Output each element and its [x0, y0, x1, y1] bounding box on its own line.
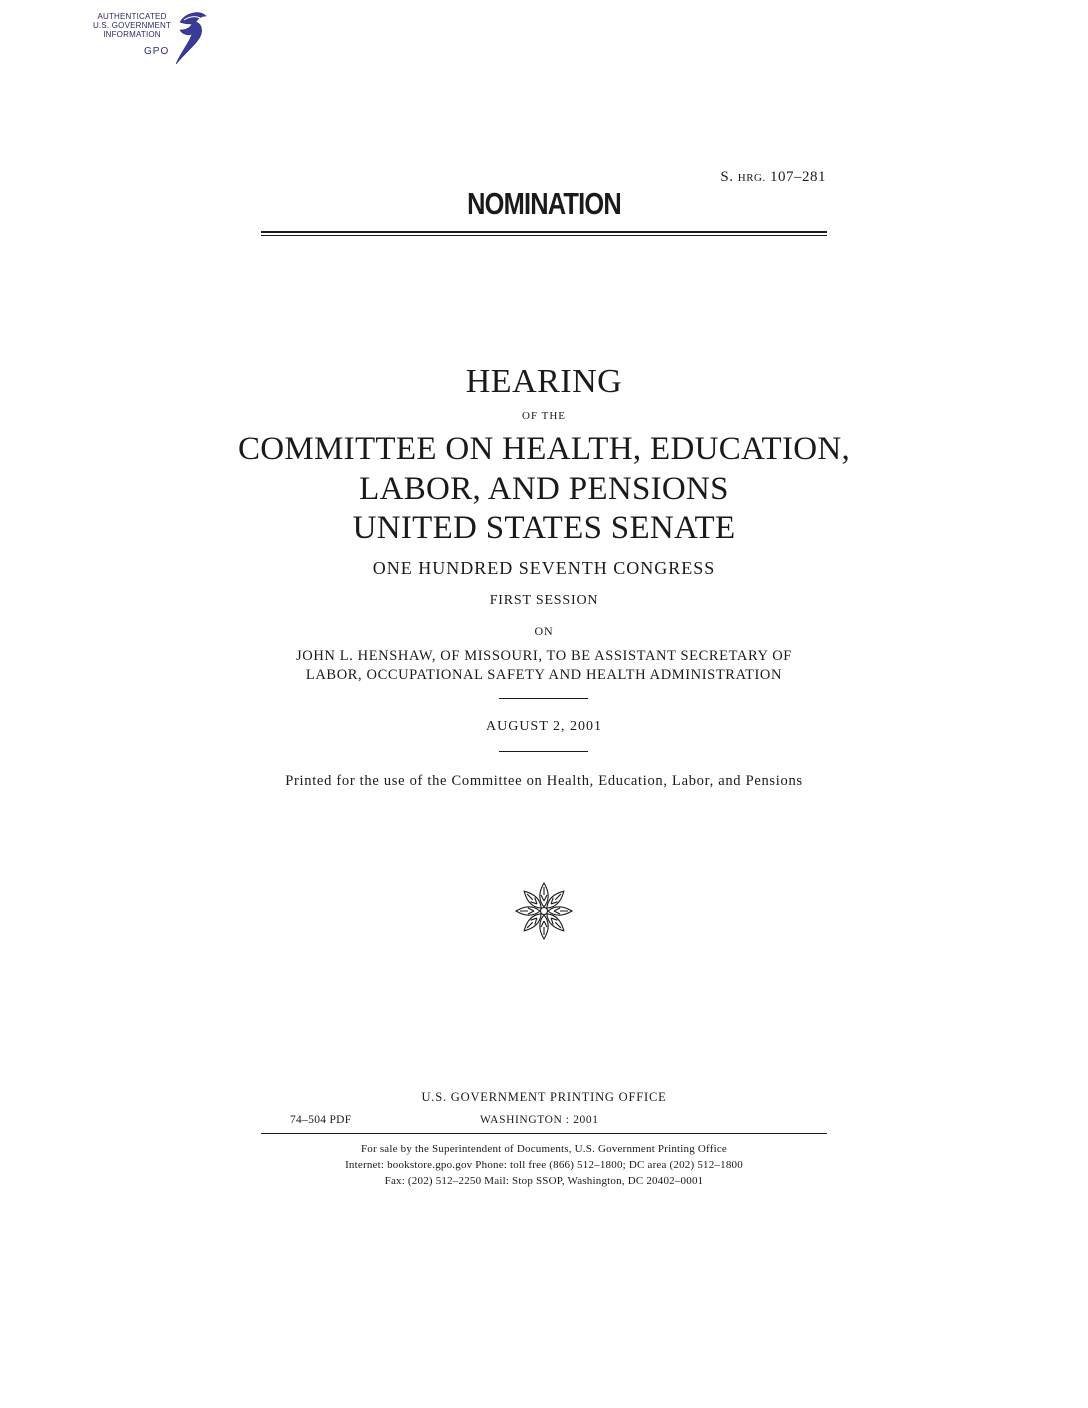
document-title: NOMINATION [467, 186, 621, 221]
hearing-number-prefix: S. [720, 169, 734, 185]
subject-line-1: JOHN L. HENSHAW, OF MISSOURI, TO BE ASSISTANT SECRETARY OF [296, 648, 792, 664]
badge-line-2: U.S. GOVERNMENT [92, 21, 172, 30]
date-rule-top [499, 698, 588, 699]
subject-line-2: LABOR, OCCUPATIONAL SAFETY AND HEALTH ADMINISTRATION [305, 667, 783, 683]
authentication-badge [86, 6, 216, 68]
printing-office-line: U.S. GOVERNMENT PRINTING OFFICE [421, 1090, 667, 1104]
hearing-number-label: HRG. [737, 172, 766, 184]
imprint-rule [261, 1133, 827, 1134]
date-rule-bottom [499, 751, 588, 752]
eagle-icon [172, 8, 212, 68]
hearing-heading: HEARING [465, 363, 623, 400]
of-the-label: OF THE [522, 410, 566, 422]
job-number: 74–504 PDF [290, 1114, 352, 1126]
badge-text [86, 12, 178, 39]
congress-line: ONE HUNDRED SEVENTH CONGRESS [372, 558, 716, 578]
badge-line-1: AUTHENTICATED [97, 12, 167, 21]
on-label: ON [534, 624, 554, 638]
sales-notice [0, 1141, 1088, 1189]
printed-for-line: Printed for the use of the Committee on Health, Education, Labor, and Pensions [285, 773, 803, 789]
committee-line-1: COMMITTEE ON HEALTH, EDUCATION, [237, 431, 851, 467]
hearing-subject [0, 647, 1088, 685]
senate-line: UNITED STATES SENATE [352, 510, 736, 546]
title-rule-bottom [261, 235, 827, 236]
sales-line-2: Internet: bookstore.gpo.gov Phone: toll free (866) 512–1800; DC area (202) 512–1800 [345, 1159, 743, 1171]
session-line: FIRST SESSION [489, 593, 599, 608]
place-and-year: WASHINGTON : 2001 [480, 1114, 599, 1126]
committee-line-2: LABOR, AND PENSIONS [359, 471, 729, 507]
ornament-icon [512, 880, 576, 942]
hearing-date: AUGUST 2, 2001 [485, 719, 603, 734]
hearing-number-value: 107–281 [770, 169, 826, 185]
hearing-number [560, 169, 826, 186]
title-rule-top [261, 231, 827, 233]
sales-line-1: For sale by the Superintendent of Documents, U.S. Government Printing Office [360, 1143, 728, 1155]
sales-line-3: Fax: (202) 512–2250 Mail: Stop SSOP, Washington, DC 20402–0001 [384, 1175, 704, 1187]
badge-line-3: INFORMATION [103, 30, 161, 39]
gpo-logo-text: GPO [144, 46, 170, 57]
